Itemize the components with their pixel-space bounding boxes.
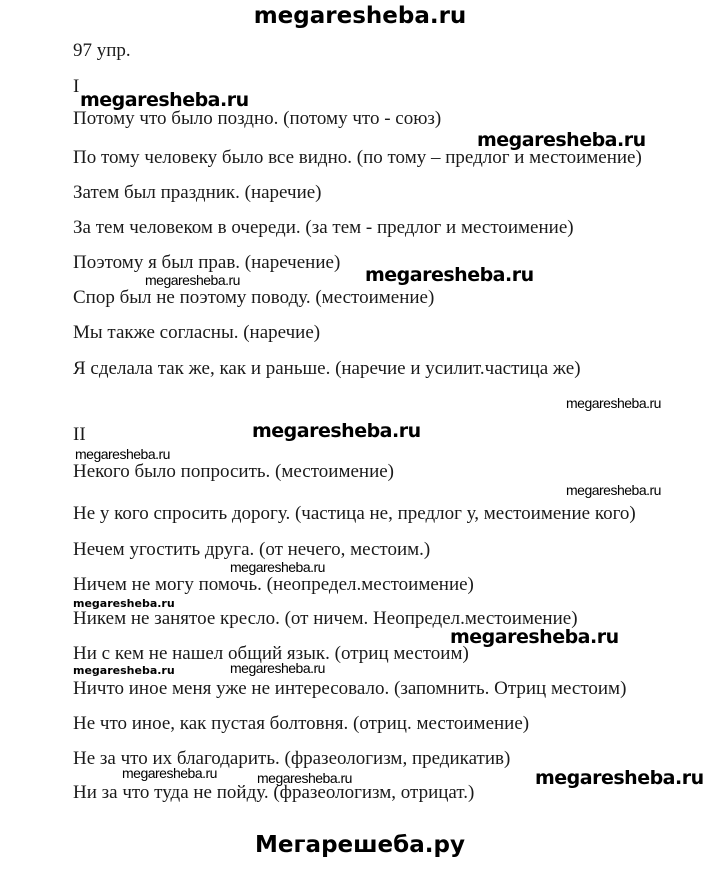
text-line: Поэтому я был прав. (наречение) <box>73 252 341 273</box>
text-line: Не что иное, как пустая болтовня. (отриц. местоимение) <box>73 713 530 734</box>
watermark: megaresheba.ru <box>230 660 325 676</box>
text-line: Не за что их благодарить. (фразеологизм, предикатив) <box>73 748 511 769</box>
watermark: megaresheba.ru <box>122 765 217 781</box>
watermark: megaresheba.ru <box>75 446 170 462</box>
text-line: Я сделала так же, как и раньше. (наречие и усилит.частица же) <box>73 358 581 379</box>
text-line: Спор был не поэтому поводу. (местоимение) <box>73 287 435 308</box>
watermark: megaresheba.ru <box>566 395 661 411</box>
watermark: megaresheba.ru <box>566 482 661 498</box>
text-line: За тем человеком в очереди. (за тем - предлог и местоимение) <box>73 217 574 238</box>
watermark: megaresheba.ru <box>450 626 619 648</box>
watermark: megaresheba.ru <box>365 264 534 286</box>
exercise-number: 97 упр. <box>73 40 131 61</box>
text-line: Мы также согласны. (наречие) <box>73 322 321 343</box>
section-label: I <box>73 76 80 97</box>
watermark: megaresheba.ru <box>230 559 325 575</box>
site-header[interactable]: megaresheba.ru <box>253 3 467 29</box>
text-line: Потому что было поздно. (потому что - союз) <box>73 108 442 129</box>
site-footer[interactable]: Мегарешеба.ру <box>255 832 465 858</box>
watermark: megaresheba.ru <box>73 664 175 677</box>
text-line: Нечем угостить друга. (от нечего, местоим.) <box>73 539 431 560</box>
section-label: II <box>73 424 86 445</box>
text-line: Ничем не могу помочь. (неопредел.местоимение) <box>73 574 474 595</box>
watermark: megaresheba.ru <box>80 89 249 111</box>
watermark: megaresheba.ru <box>145 272 240 288</box>
text-line: Затем был праздник. (наречие) <box>73 182 322 203</box>
text-line: Ни за что туда не пойду. (фразеологизм, отрицат.) <box>73 782 475 803</box>
text-line: Никем не занятое кресло. (от ничем. Неопредел.местоимение) <box>73 608 578 629</box>
text-line: Ничто иное меня уже не интересовало. (запомнить. Отриц местоим) <box>73 678 627 699</box>
text-line: Ни с кем не нашел общий язык. (отриц местоим) <box>73 643 469 664</box>
text-line: Не у кого спросить дорогу. (частица не, предлог у, местоимение кого) <box>73 503 636 524</box>
watermark: megaresheba.ru <box>257 770 352 786</box>
text-line: По тому человеку было все видно. (по тому – предлог и местоимение) <box>73 147 642 168</box>
watermark: megaresheba.ru <box>252 420 421 442</box>
text-line: Некого было попросить. (местоимение) <box>73 461 394 482</box>
watermark: megaresheba.ru <box>535 767 704 789</box>
watermark: megaresheba.ru <box>73 597 175 610</box>
watermark: megaresheba.ru <box>477 129 646 151</box>
